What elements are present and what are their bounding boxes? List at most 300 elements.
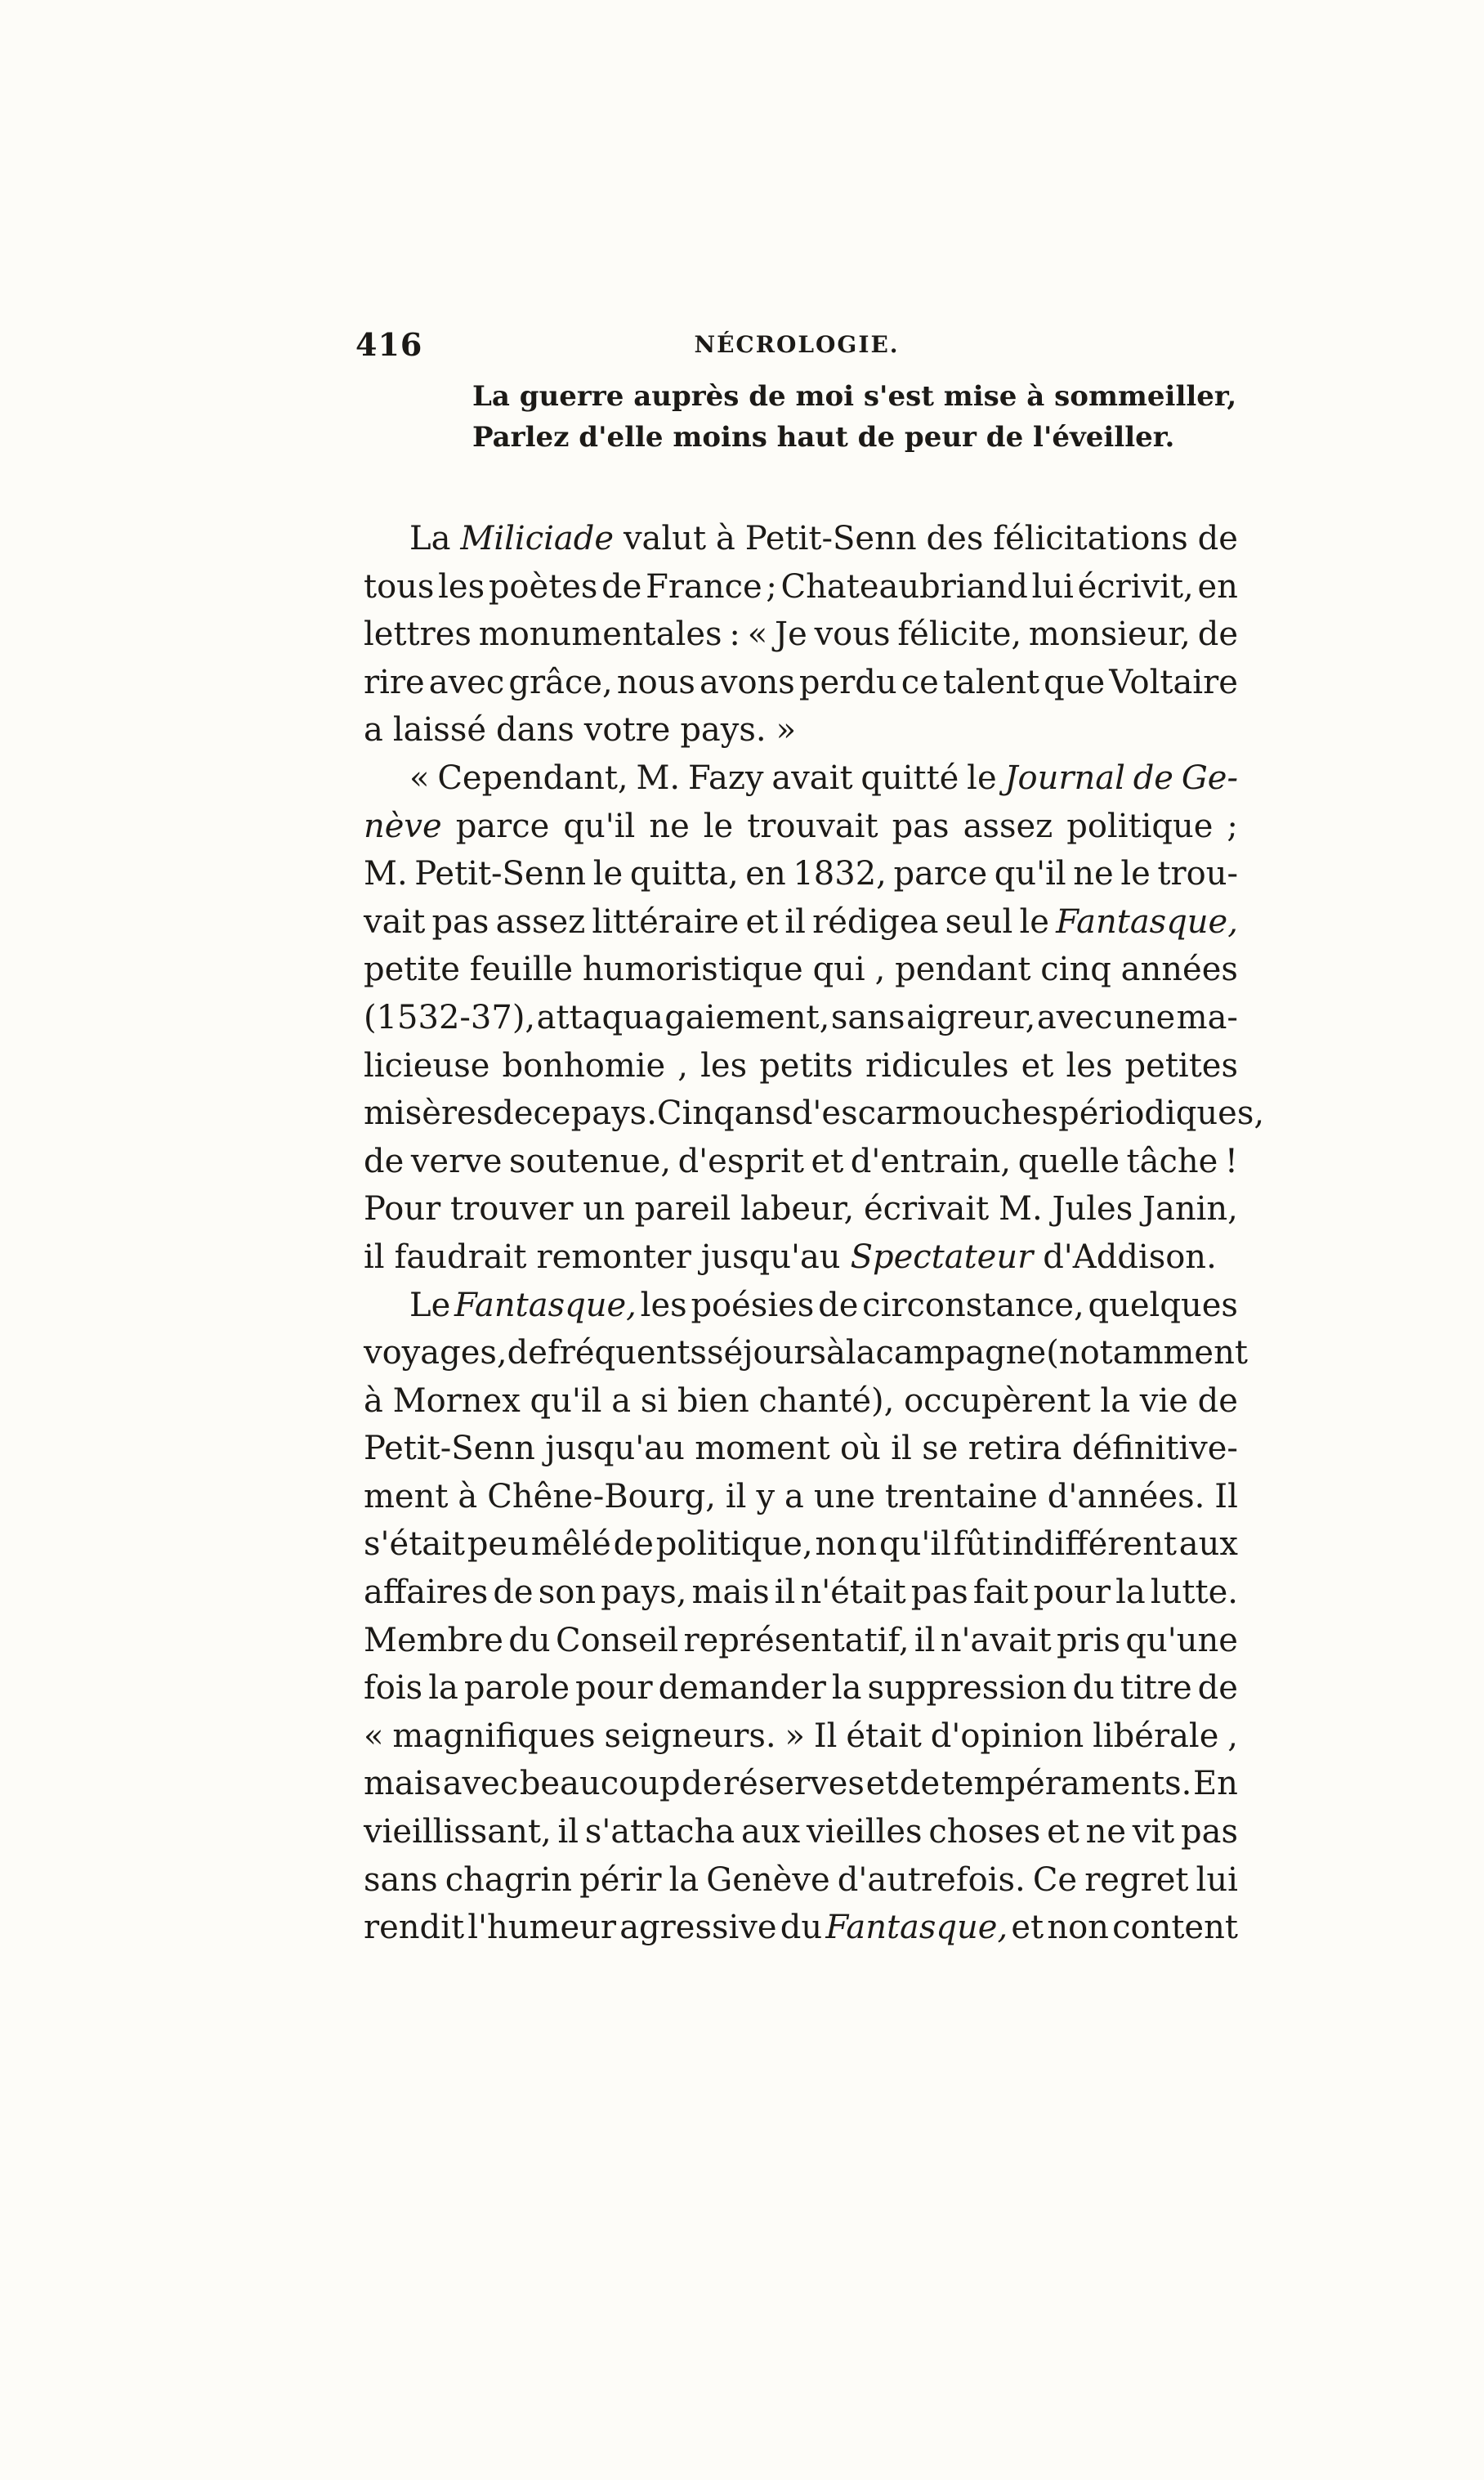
word: chagrin: [445, 1860, 573, 1899]
word: il: [784, 902, 806, 941]
word: parole: [463, 1669, 570, 1708]
word: pays,: [601, 1574, 687, 1612]
text-line: [364, 850, 1238, 898]
word: trouver: [450, 1190, 574, 1229]
word: Il: [813, 1717, 838, 1755]
word: le: [1019, 902, 1049, 941]
word: vieillissant,: [364, 1813, 552, 1851]
word: La: [409, 520, 451, 557]
word: de: [1197, 1669, 1238, 1708]
word: a: [784, 1477, 804, 1515]
text-line: [364, 803, 1238, 851]
word: chanté),: [758, 1381, 895, 1420]
word: trouvait: [747, 807, 878, 845]
word: le: [1120, 855, 1151, 893]
word: politique,: [655, 1525, 813, 1564]
word: assez: [495, 902, 586, 941]
word: n'avait: [940, 1621, 1052, 1659]
word: avec: [442, 1765, 519, 1803]
text-line: [364, 898, 1238, 947]
word: fait: [972, 1574, 1029, 1612]
word: le: [967, 759, 997, 797]
word: réserves: [723, 1765, 865, 1803]
word: tâche: [1126, 1142, 1218, 1180]
word: vieilles: [806, 1813, 923, 1851]
word: talent: [942, 663, 1040, 701]
word: votre: [583, 711, 671, 750]
word: pendant: [895, 951, 1031, 989]
word: seul: [945, 902, 1013, 941]
word: en: [745, 855, 786, 893]
word: Cinq: [656, 1095, 735, 1133]
word: qu'une: [1125, 1621, 1238, 1659]
word: il: [557, 1813, 579, 1851]
word: beaucoup: [519, 1765, 681, 1803]
word: ;: [766, 567, 777, 606]
word: sans: [364, 1860, 438, 1899]
word: perdu: [798, 663, 897, 701]
word: le: [592, 855, 624, 893]
word: peu: [467, 1525, 529, 1564]
word: affaires: [364, 1574, 489, 1612]
word: ment: [364, 1477, 449, 1515]
word: attaqua: [536, 998, 664, 1036]
word: son: [538, 1574, 597, 1612]
word: Petit-Senn: [364, 1430, 535, 1468]
word: pas: [431, 902, 489, 941]
page-number: 416: [355, 326, 423, 363]
page-header: [355, 324, 1238, 366]
word: vous: [814, 616, 891, 654]
word: poètes: [488, 567, 598, 606]
word: il: [364, 1238, 385, 1276]
word: humoristique: [582, 951, 803, 989]
word: et: [1021, 1046, 1054, 1085]
word: du: [780, 1909, 823, 1947]
word: ma-: [1176, 998, 1238, 1036]
word: la: [831, 1669, 862, 1708]
word: magnifiques: [392, 1717, 596, 1755]
word: «: [409, 759, 430, 797]
text-line: [364, 1425, 1238, 1473]
word: qu'il: [563, 807, 636, 845]
word: ,: [1227, 1717, 1238, 1755]
word: Ce: [1032, 1860, 1078, 1899]
word: pour: [1033, 1574, 1111, 1612]
word: fréquents: [547, 1334, 707, 1372]
word: Miliciade: [460, 520, 615, 557]
word: moment: [695, 1430, 830, 1468]
word: libérale: [1093, 1717, 1219, 1755]
text-line: [364, 1569, 1238, 1617]
word: il: [891, 1430, 912, 1468]
word: définitive-: [1071, 1430, 1238, 1468]
word: misères: [364, 1095, 494, 1133]
word: écrivait: [863, 1190, 990, 1229]
word: agressive: [619, 1909, 777, 1947]
word: pas: [1181, 1813, 1238, 1851]
word: ,: [874, 951, 886, 989]
word: et: [745, 902, 779, 941]
word: félicitations: [993, 520, 1188, 557]
word: Voltaire: [1109, 663, 1238, 701]
word: une: [813, 1477, 876, 1515]
word: écrivit,: [1077, 567, 1194, 606]
word: trou-: [1157, 855, 1238, 893]
word: poésies: [691, 1286, 815, 1324]
word: Genève: [706, 1860, 830, 1899]
word: de: [493, 1095, 534, 1133]
word: Jules: [1052, 1190, 1133, 1229]
text-line: [364, 1856, 1238, 1905]
word: pris: [1057, 1621, 1121, 1659]
word: titre: [1120, 1669, 1192, 1708]
word: «: [364, 1717, 384, 1755]
word: campagne: [875, 1334, 1047, 1372]
word: nous: [616, 663, 695, 701]
word: vit: [1132, 1813, 1175, 1851]
word: retira: [968, 1430, 1062, 1468]
word: d'autrefois.: [837, 1860, 1026, 1899]
word: labeur,: [740, 1190, 855, 1229]
word: se: [922, 1430, 959, 1468]
word: non: [1047, 1909, 1109, 1947]
text-line: [364, 1138, 1238, 1186]
word: à: [364, 1381, 383, 1420]
word: parce: [455, 807, 550, 845]
word: Petit-Senn: [744, 520, 917, 557]
word: indifférent: [1002, 1525, 1177, 1564]
text-line: [364, 754, 1238, 803]
word: où: [840, 1430, 881, 1468]
word: Je: [775, 616, 807, 654]
word: occupèrent: [904, 1381, 1091, 1420]
word: remonter: [536, 1238, 691, 1276]
word: de: [493, 1574, 534, 1612]
word: qu'il: [878, 1525, 951, 1564]
word: un: [583, 1190, 625, 1229]
word: pas: [910, 1574, 968, 1612]
word: de: [682, 1765, 722, 1803]
text-line: [364, 563, 1238, 611]
word: le: [703, 807, 734, 845]
word: à: [458, 1477, 478, 1515]
word: »: [776, 711, 797, 750]
word: pas: [892, 807, 950, 845]
word: Cependant,: [437, 759, 628, 797]
word: Journal: [1004, 759, 1125, 797]
word: !: [1224, 1142, 1238, 1180]
word: Chêne-Bourg,: [487, 1477, 716, 1515]
word: Fazy: [687, 759, 764, 797]
word: de: [899, 1765, 941, 1803]
word: a: [364, 711, 383, 750]
word: pays.: [570, 1095, 657, 1133]
word: n'était: [800, 1574, 906, 1612]
word: était: [846, 1717, 922, 1755]
word: périr: [579, 1860, 662, 1899]
word: à: [826, 1334, 846, 1372]
word: si: [640, 1381, 668, 1420]
word: voyages,: [364, 1334, 507, 1372]
word: ,: [677, 1046, 689, 1085]
word: nève: [364, 807, 442, 845]
word: rendit: [364, 1909, 465, 1947]
word: de: [1197, 616, 1238, 654]
word: jusqu'au: [700, 1238, 841, 1276]
word: cinq: [1040, 951, 1111, 989]
word: séjours: [706, 1334, 827, 1372]
word: du: [508, 1621, 551, 1659]
word: Spectateur: [850, 1238, 1034, 1276]
text-line: [364, 1329, 1248, 1377]
word: de: [613, 1525, 654, 1564]
word: la: [1100, 1381, 1131, 1420]
word: choses: [928, 1813, 1041, 1851]
word: »: [784, 1717, 805, 1755]
text-line: [364, 946, 1238, 994]
word: mais: [364, 1765, 442, 1803]
word: et: [865, 1765, 899, 1803]
word: et: [811, 1142, 844, 1180]
word: Fantasque,: [1056, 902, 1238, 941]
word: d'escarmouches: [791, 1095, 1059, 1133]
word: rédigea: [812, 902, 939, 941]
word: aigreur,: [906, 998, 1036, 1036]
word: ;: [1227, 807, 1238, 845]
word: gaiement,: [664, 998, 830, 1036]
word: sans: [830, 998, 905, 1036]
word: avons: [700, 663, 795, 701]
word: fois: [364, 1669, 423, 1708]
word: qu'il: [994, 855, 1066, 893]
word: d'Addison.: [1043, 1238, 1217, 1276]
word: l'humeur: [467, 1909, 617, 1947]
word: d'entrain,: [850, 1142, 1012, 1180]
word: y: [756, 1477, 776, 1515]
word: qui: [812, 951, 865, 989]
word: avec: [1036, 998, 1113, 1036]
word: (notamment: [1046, 1334, 1248, 1372]
word: content: [1112, 1909, 1238, 1947]
word: verve: [410, 1142, 503, 1180]
text-line: [364, 1808, 1238, 1856]
verse-line-1: La guerre auprès de moi s'est mise à sommeiller,: [472, 380, 1237, 413]
word: vie: [1139, 1381, 1188, 1420]
word: de: [601, 567, 642, 606]
word: de: [818, 1286, 859, 1324]
word: les: [640, 1286, 687, 1324]
word: lui: [1196, 1860, 1238, 1899]
word: monumentales: [478, 616, 722, 654]
word: valut: [623, 520, 707, 557]
word: ce: [533, 1095, 571, 1133]
word: les: [1066, 1046, 1113, 1085]
word: à: [715, 520, 735, 557]
word: laissé: [392, 711, 487, 750]
word: quitta,: [629, 855, 739, 893]
word: ans: [734, 1095, 792, 1133]
word: Il: [1214, 1477, 1238, 1515]
word: grâce,: [508, 663, 613, 701]
verse-line-2: Parlez d'elle moins haut de peur de l'éveiller.: [472, 421, 1175, 454]
word: Petit-Senn: [414, 855, 587, 893]
word: les: [700, 1046, 748, 1085]
word: de: [507, 1334, 548, 1372]
text-line: [364, 1520, 1238, 1569]
word: Fantasque,: [825, 1909, 1008, 1947]
text-line: [364, 1185, 1238, 1233]
word: monsieur,: [1028, 616, 1191, 654]
word: quitté: [860, 759, 959, 797]
word: Conseil: [555, 1621, 679, 1659]
word: la: [428, 1669, 458, 1708]
word: du: [1072, 1669, 1115, 1708]
text-line: [364, 1042, 1238, 1090]
word: Fantasque,: [454, 1286, 637, 1324]
word: petite: [364, 951, 460, 989]
word: parce: [893, 855, 988, 893]
word: ce: [901, 663, 939, 701]
word: trentaine: [885, 1477, 1038, 1515]
word: années: [1120, 951, 1238, 989]
word: aux: [1178, 1525, 1238, 1564]
word: bonhomie: [502, 1046, 666, 1085]
word: des: [926, 520, 984, 557]
word: Ge-: [1181, 759, 1238, 797]
text-line: [364, 1617, 1238, 1665]
word: Pour: [364, 1190, 441, 1229]
word: pour: [575, 1669, 653, 1708]
text-line: [364, 1473, 1238, 1521]
word: lutte.: [1150, 1574, 1238, 1612]
word: la: [845, 1334, 876, 1372]
word: dans: [496, 711, 574, 750]
word: et: [1047, 1813, 1079, 1851]
word: a: [611, 1381, 632, 1420]
word: il: [914, 1621, 936, 1659]
verse-quotation: [472, 376, 1237, 458]
word: mais: [691, 1574, 770, 1612]
word: Le: [409, 1286, 451, 1324]
word: qu'il: [530, 1381, 602, 1420]
text-line: [364, 1712, 1238, 1761]
word: «: [747, 616, 768, 654]
word: aux: [740, 1813, 801, 1851]
word: lettres: [364, 616, 472, 654]
word: Chateaubriand: [780, 567, 1028, 606]
word: ne: [1085, 1813, 1127, 1851]
running-head: NÉCROLOGIE.: [694, 331, 900, 358]
text-line: [364, 1664, 1238, 1712]
word: M.: [999, 1190, 1043, 1229]
word: périodiques,: [1058, 1095, 1265, 1133]
word: d'esprit: [677, 1142, 804, 1180]
word: suppression: [867, 1669, 1067, 1708]
word: les: [438, 567, 485, 606]
word: que: [1044, 663, 1106, 701]
word: circonstance,: [862, 1286, 1084, 1324]
word: Janin,: [1142, 1190, 1238, 1229]
word: politique: [1066, 807, 1214, 845]
word: représentatif,: [683, 1621, 910, 1659]
text-line: [364, 1904, 1238, 1952]
word: assez: [963, 807, 1053, 845]
word: littéraire: [592, 902, 740, 941]
text-line: [364, 1090, 1265, 1138]
body-text: [364, 515, 1265, 1952]
word: feuille: [469, 951, 574, 989]
text-line: [364, 515, 1238, 563]
word: de: [1197, 520, 1238, 557]
word: mêlé: [530, 1525, 611, 1564]
text-line: [364, 994, 1238, 1042]
word: pareil: [634, 1190, 731, 1229]
word: s'attacha: [584, 1813, 735, 1851]
word: d'opinion: [930, 1717, 1084, 1755]
word: rire: [364, 663, 425, 701]
word: M.: [364, 855, 408, 893]
word: avait: [771, 759, 853, 797]
text-line: [364, 1233, 1238, 1282]
word: de: [364, 1142, 405, 1180]
text-line: [364, 611, 1238, 659]
word: jusqu'au: [545, 1430, 685, 1468]
word: de: [1133, 759, 1173, 797]
word: (1532-37),: [364, 998, 536, 1036]
word: non: [815, 1525, 878, 1564]
word: En: [1192, 1765, 1238, 1803]
word: Mornex: [392, 1381, 521, 1420]
word: M.: [636, 759, 681, 797]
word: ridicules: [865, 1046, 1009, 1085]
word: la: [668, 1860, 700, 1899]
word: ne: [1073, 855, 1114, 893]
word: quelques: [1088, 1286, 1238, 1324]
word: :: [729, 616, 740, 654]
text-line: [364, 1760, 1238, 1808]
text-line: [364, 1377, 1238, 1426]
word: France: [646, 567, 762, 606]
word: avec: [428, 663, 505, 701]
word: soutenue,: [509, 1142, 672, 1180]
word: pays.: [680, 711, 767, 750]
word: demander: [658, 1669, 826, 1708]
word: en: [1197, 567, 1238, 606]
word: regret: [1084, 1860, 1189, 1899]
text-line: [364, 1282, 1238, 1330]
word: s'était: [364, 1525, 465, 1564]
word: Membre: [364, 1621, 503, 1659]
word: bien: [677, 1381, 749, 1420]
word: la: [1115, 1574, 1146, 1612]
word: d'années.: [1047, 1477, 1205, 1515]
word: petits: [759, 1046, 853, 1085]
word: quelle: [1017, 1142, 1120, 1180]
text-line: [364, 706, 1238, 754]
word: ne: [649, 807, 690, 845]
word: il: [725, 1477, 747, 1515]
word: félicite,: [897, 616, 1022, 654]
word: faudrait: [394, 1238, 527, 1276]
word: licieuse: [364, 1046, 490, 1085]
word: une: [1113, 998, 1176, 1036]
word: tous: [364, 567, 435, 606]
word: et: [1011, 1909, 1044, 1947]
word: tempéraments.: [941, 1765, 1192, 1803]
text-line: [364, 659, 1238, 707]
word: vait: [364, 902, 426, 941]
